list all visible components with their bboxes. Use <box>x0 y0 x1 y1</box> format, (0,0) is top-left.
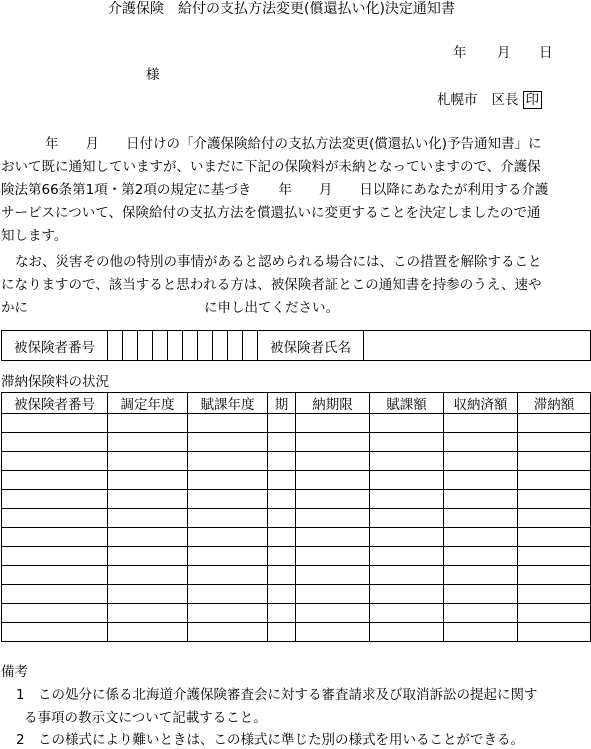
arrears-table-cell[interactable] <box>108 585 188 604</box>
arrears-table-cell[interactable] <box>2 566 108 585</box>
arrears-table-cell[interactable] <box>444 623 518 642</box>
arrears-table-cell[interactable] <box>518 490 591 509</box>
arrears-table-cell[interactable] <box>268 623 296 642</box>
arrears-table-cell[interactable] <box>444 566 518 585</box>
issuer-block <box>437 91 542 109</box>
arrears-table-cell[interactable] <box>108 566 188 585</box>
arrears-table-row <box>2 528 591 547</box>
arrears-table-cell[interactable] <box>188 452 268 471</box>
arrears-table-cell[interactable] <box>370 471 444 490</box>
body-line-5: 知します。 <box>1 228 68 244</box>
col-header-levy-fiscal-year: 賦課年度 <box>188 393 268 414</box>
arrears-table-cell[interactable] <box>518 471 591 490</box>
arrears-table-cell[interactable] <box>370 509 444 528</box>
arrears-table-cell[interactable] <box>518 585 591 604</box>
arrears-table-cell[interactable] <box>108 433 188 452</box>
document-title: 介護保険 給付の支払方法変更(償還払い化)決定通知書 <box>108 1 455 17</box>
arrears-table-row <box>2 414 591 433</box>
col-header-due-date: 納期限 <box>296 393 370 414</box>
notes-heading: 備考 <box>1 664 28 680</box>
arrears-table-cell[interactable] <box>108 623 188 642</box>
arrears-table-cell[interactable] <box>108 547 188 566</box>
date-day-label: 日 <box>539 45 553 61</box>
insured-number-digit-box[interactable] <box>183 331 198 361</box>
arrears-table-cell[interactable] <box>518 452 591 471</box>
body-line-8-end: に申し出てください。 <box>204 300 339 316</box>
insured-number-digit-box[interactable] <box>108 331 123 361</box>
arrears-table-cell[interactable] <box>108 414 188 433</box>
arrears-table-cell[interactable] <box>444 585 518 604</box>
insured-name-field[interactable] <box>364 331 591 361</box>
arrears-table-cell[interactable] <box>188 566 268 585</box>
arrears-table-cell[interactable] <box>188 585 268 604</box>
col-header-paid-amount: 収納済額 <box>444 393 518 414</box>
arrears-table-cell[interactable] <box>108 528 188 547</box>
official-seal-mark: 印 <box>523 91 543 109</box>
arrears-table-cell[interactable] <box>188 433 268 452</box>
insured-id-table <box>1 330 591 361</box>
note-1-line-1: この処分に係る北海道介護保険審査会に対する審査請求及び取消訴訟の提起に関す <box>38 687 538 703</box>
arrears-table-cell[interactable] <box>268 452 296 471</box>
arrears-table-cell[interactable] <box>518 623 591 642</box>
arrears-table-cell[interactable] <box>108 490 188 509</box>
arrears-table-row <box>2 490 591 509</box>
arrears-table-cell[interactable] <box>2 433 108 452</box>
body-line-1: 年 月 日付けの「介護保険給付の支払方法変更(償還払い化)予告通知書」に <box>45 136 542 152</box>
insured-number-digit-box[interactable] <box>198 331 213 361</box>
arrears-table-cell[interactable] <box>444 433 518 452</box>
arrears-table-cell[interactable] <box>296 452 370 471</box>
body-line-4: サービスについて、保険給付の支払方法を償還払いに変更することを決定しましたので通 <box>1 205 541 221</box>
arrears-table-cell[interactable] <box>2 585 108 604</box>
issuer-role: 区長 <box>491 92 519 108</box>
arrears-table-cell[interactable] <box>296 414 370 433</box>
arrears-table-cell[interactable] <box>108 471 188 490</box>
arrears-table-row <box>2 566 591 585</box>
date-month-label: 月 <box>497 45 511 61</box>
arrears-table-cell[interactable] <box>296 433 370 452</box>
arrears-table-cell[interactable] <box>268 604 296 623</box>
arrears-table-cell[interactable] <box>188 528 268 547</box>
arrears-table-cell[interactable] <box>296 566 370 585</box>
arrears-table-cell[interactable] <box>518 604 591 623</box>
arrears-table-cell[interactable] <box>370 414 444 433</box>
arrears-table-cell[interactable] <box>2 490 108 509</box>
insured-number-digit-box[interactable] <box>123 331 138 361</box>
arrears-table-header-row <box>2 393 591 414</box>
col-header-levied-amount: 賦課額 <box>370 393 444 414</box>
arrears-table-cell[interactable] <box>518 414 591 433</box>
arrears-table-cell[interactable] <box>268 566 296 585</box>
arrears-table-cell[interactable] <box>444 452 518 471</box>
addressee-suffix: 様 <box>146 67 160 83</box>
arrears-table-row <box>2 547 591 566</box>
arrears-table-cell[interactable] <box>518 528 591 547</box>
arrears-table-cell[interactable] <box>188 604 268 623</box>
body-line-8 <box>1 297 590 320</box>
arrears-table-row <box>2 623 591 642</box>
arrears-section-heading: 滞納保険料の状況 <box>1 374 109 390</box>
arrears-table-cell[interactable] <box>268 433 296 452</box>
arrears-table-cell[interactable] <box>444 471 518 490</box>
arrears-table-cell[interactable] <box>370 623 444 642</box>
arrears-table-cell[interactable] <box>444 509 518 528</box>
arrears-table-cell[interactable] <box>518 509 591 528</box>
issuer-city: 札幌市 <box>437 92 478 108</box>
arrears-table-cell[interactable] <box>296 547 370 566</box>
insured-number-label: 被保険者番号 <box>2 331 108 361</box>
arrears-table-cell[interactable] <box>370 528 444 547</box>
arrears-table-cell[interactable] <box>2 547 108 566</box>
col-header-assessment-fiscal-year: 調定年度 <box>108 393 188 414</box>
arrears-table-cell[interactable] <box>108 509 188 528</box>
arrears-table-cell[interactable] <box>518 566 591 585</box>
arrears-table-cell[interactable] <box>188 490 268 509</box>
body-line-7: になりますので、該当すると思われる方は、被保険者証とこの通知書を持参のうえ、速や <box>1 277 542 293</box>
body-line-3: 険法第66条第1項・第2項の規定に基づき 年 月 日以降にあなたが利用する介護 <box>1 182 549 198</box>
arrears-status-table <box>1 392 591 642</box>
arrears-table-cell[interactable] <box>296 490 370 509</box>
col-header-installment-period: 期 <box>268 393 296 414</box>
arrears-table-cell[interactable] <box>188 547 268 566</box>
arrears-table-row <box>2 509 591 528</box>
arrears-table-row <box>2 585 591 604</box>
arrears-table-cell[interactable] <box>518 547 591 566</box>
arrears-table-cell[interactable] <box>268 528 296 547</box>
arrears-table-row <box>2 452 591 471</box>
arrears-table-cell[interactable] <box>370 566 444 585</box>
arrears-table-cell[interactable] <box>108 452 188 471</box>
note-2-number: 2 <box>16 732 25 748</box>
insured-number-digit-box[interactable] <box>243 331 258 361</box>
arrears-table-cell[interactable] <box>370 604 444 623</box>
body-line-6: なお、災害その他の特別の事情があると認められる場合には、この措置を解除すること <box>15 254 542 270</box>
arrears-table-row <box>2 604 591 623</box>
arrears-table-cell[interactable] <box>296 604 370 623</box>
arrears-table-cell[interactable] <box>268 547 296 566</box>
arrears-table-cell[interactable] <box>2 414 108 433</box>
date-year-label: 年 <box>453 45 467 61</box>
col-header-insured-number: 被保険者番号 <box>2 393 108 414</box>
arrears-table-cell[interactable] <box>268 585 296 604</box>
insured-number-digit-box[interactable] <box>228 331 243 361</box>
arrears-table-cell[interactable] <box>188 509 268 528</box>
arrears-table-cell[interactable] <box>2 604 108 623</box>
arrears-table-cell[interactable] <box>188 414 268 433</box>
arrears-table-cell[interactable] <box>296 509 370 528</box>
note-2-text: この様式により難いときは、この様式に準じた別の様式を用いることができる。 <box>38 732 524 748</box>
body-line-2: おいて既に通知していますが、いまだに下記の保険料が未納となっていますので、介護保 <box>1 159 541 175</box>
arrears-table-cell[interactable] <box>370 433 444 452</box>
arrears-table-cell[interactable] <box>444 547 518 566</box>
arrears-table-cell[interactable] <box>2 452 108 471</box>
arrears-table-cell[interactable] <box>2 509 108 528</box>
arrears-table-cell[interactable] <box>188 471 268 490</box>
arrears-table-cell[interactable] <box>296 585 370 604</box>
insured-number-digit-box[interactable] <box>138 331 153 361</box>
arrears-table-cell[interactable] <box>370 585 444 604</box>
arrears-table-cell[interactable] <box>296 623 370 642</box>
arrears-table-cell[interactable] <box>444 604 518 623</box>
arrears-table-body <box>2 414 591 642</box>
arrears-table-cell[interactable] <box>296 471 370 490</box>
arrears-table-row <box>2 433 591 452</box>
arrears-table-cell[interactable] <box>444 528 518 547</box>
arrears-table-cell[interactable] <box>518 433 591 452</box>
arrears-table-cell[interactable] <box>2 528 108 547</box>
arrears-table-cell[interactable] <box>268 490 296 509</box>
arrears-table-cell[interactable] <box>2 623 108 642</box>
arrears-table-cell[interactable] <box>108 604 188 623</box>
arrears-table-cell[interactable] <box>188 623 268 642</box>
arrears-table-cell[interactable] <box>268 414 296 433</box>
arrears-table-cell[interactable] <box>370 547 444 566</box>
note-1-number: 1 <box>16 687 25 703</box>
col-header-arrears-amount: 滞納額 <box>518 393 591 414</box>
body-line-8-start: かに <box>1 300 28 316</box>
arrears-table-cell[interactable] <box>268 509 296 528</box>
arrears-table-cell[interactable] <box>2 471 108 490</box>
insured-name-label: 被保険者氏名 <box>258 331 364 361</box>
insured-number-digit-box[interactable] <box>168 331 183 361</box>
arrears-table-cell[interactable] <box>370 452 444 471</box>
insured-number-digit-box[interactable] <box>213 331 228 361</box>
arrears-table-cell[interactable] <box>444 490 518 509</box>
note-1-line-2: る事項の教示文について記載すること。 <box>24 710 267 726</box>
arrears-table-cell[interactable] <box>370 490 444 509</box>
arrears-table-row <box>2 471 591 490</box>
insured-number-digit-box[interactable] <box>153 331 168 361</box>
arrears-table-cell[interactable] <box>268 471 296 490</box>
arrears-table-cell[interactable] <box>444 414 518 433</box>
arrears-table-cell[interactable] <box>296 528 370 547</box>
